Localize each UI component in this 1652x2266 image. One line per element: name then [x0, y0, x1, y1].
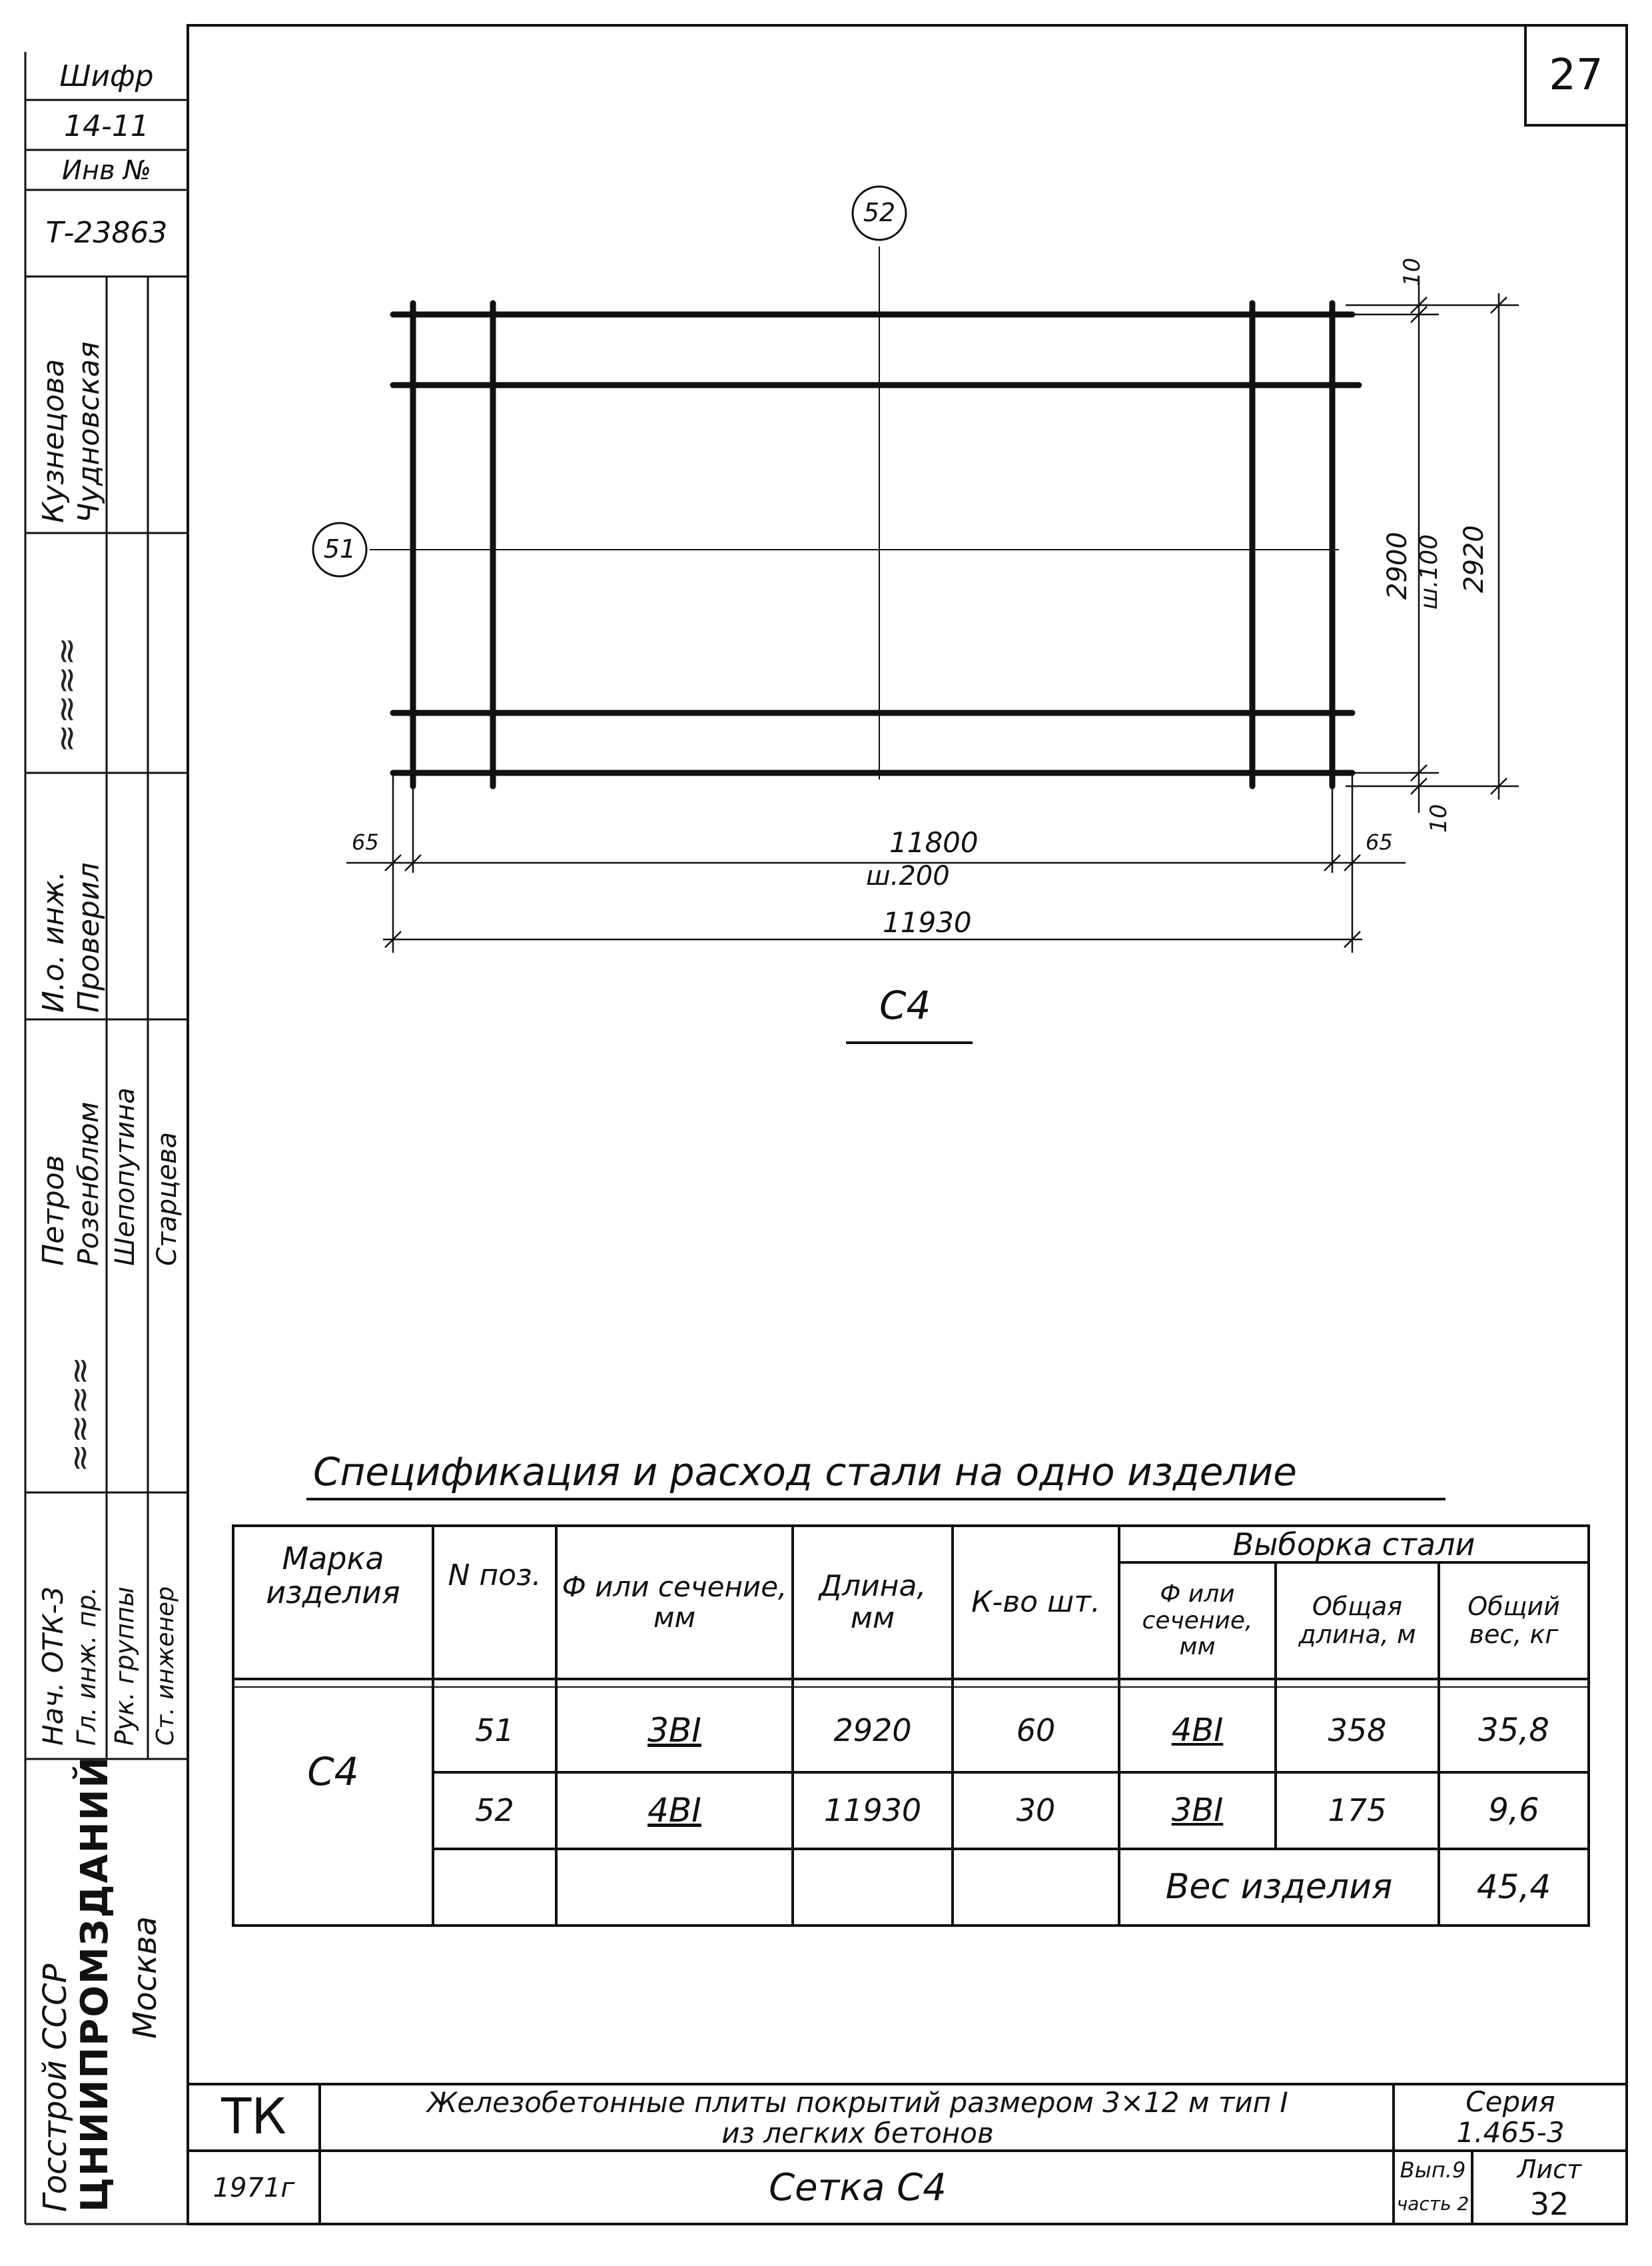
- stamp-role-proveril: Проверил: [72, 862, 106, 1013]
- table-header-qty: К-во шт.: [971, 1584, 1100, 1619]
- title-block-series-label: Серия: [1465, 2085, 1555, 2118]
- title-block-sheet-label: Лист: [1517, 2155, 1582, 2185]
- table-header-mark: Марка изделия: [266, 1540, 400, 1610]
- stamp-inv-value: Т-23863: [45, 215, 168, 250]
- dim-label-2920: 2920: [1459, 525, 1489, 593]
- dim-label-11930: 11930: [883, 906, 972, 939]
- row1-pos: 51: [475, 1712, 514, 1749]
- stamp-name-petrov: Петров: [37, 1155, 71, 1266]
- row2-sel-len: 175: [1328, 1792, 1387, 1829]
- stamp-shifr-value: 14-11: [64, 109, 149, 143]
- row1-diam: 3ВI: [647, 1711, 701, 1750]
- title-block-year: 1971г: [212, 2173, 295, 2203]
- dim-label-10-bottom: 10: [1426, 804, 1452, 833]
- position-label-51: 51: [323, 534, 356, 564]
- row2-sel-diam: 3ВI: [1171, 1792, 1224, 1830]
- table-header-sel-total-len: Общая длина, м: [1298, 1591, 1416, 1649]
- table-header-sel-total-weight: Общий вес, кг: [1467, 1591, 1560, 1649]
- stamp-org-gosstroy: Госстрой СССР: [37, 1964, 74, 2212]
- table-title: Спецификация и расход стали на одно изделие: [313, 1449, 1297, 1494]
- stamp-name-chudnovskaya: Чудновская: [72, 341, 106, 523]
- dim-label-65-left: 65: [352, 830, 379, 855]
- title-block-title-line2: из легких бетонов: [721, 2116, 994, 2149]
- title-block-issue: Вып.9: [1400, 2157, 1466, 2183]
- stamp-signature-2: ≈≈≈≈: [60, 1356, 100, 1472]
- dim-label-10-top: 10: [1399, 257, 1426, 286]
- title-block-code: ТК: [221, 2088, 286, 2146]
- stamp-name-shepoputina: Шепопутина: [110, 1087, 141, 1266]
- dim-label-sh100: ш.100: [1416, 534, 1443, 610]
- dim-label-2900: 2900: [1382, 532, 1413, 600]
- row2-diam: 4ВI: [647, 1791, 701, 1830]
- stamp-org-tsniipromzdaniy: ЦНИИПРОМЗДАНИЙ: [73, 1755, 117, 2212]
- table-header-sel-diam: Ф или сечение, мм: [1142, 1580, 1253, 1661]
- row1-qty: 60: [1016, 1712, 1056, 1749]
- stamp-signature-1: ≈≈≈≈: [47, 636, 87, 753]
- table-mark-value: С4: [307, 1749, 359, 1795]
- title-block-series-value: 1.465-3: [1456, 2115, 1565, 2149]
- dim-label-11800: 11800: [889, 826, 979, 859]
- stamp-name-kuznetsova: Кузнецова: [37, 358, 71, 523]
- stamp-role-ruk-gruppy: Рук. группы: [110, 1586, 139, 1746]
- table-header-pos: N поз.: [448, 1558, 542, 1592]
- row2-length: 11930: [823, 1792, 922, 1829]
- stamp-role-gl-inzh: Гл. инж. пр.: [72, 1586, 101, 1746]
- table-header-diam: Ф или сечение, мм: [562, 1570, 787, 1634]
- page-number: 27: [1549, 50, 1603, 100]
- stamp-role-io-inzh: И.о. инж.: [37, 871, 71, 1013]
- row2-sel-weight: 9,6: [1488, 1792, 1539, 1830]
- title-block-part: часть 2: [1396, 2192, 1469, 2215]
- row1-sel-diam: 4ВI: [1171, 1712, 1224, 1750]
- stamp-role-nach-otk: Нач. ОТК-3: [37, 1586, 69, 1746]
- stamp-name-startseva: Старцева: [152, 1131, 183, 1266]
- title-block-subtitle: Сетка С4: [769, 2166, 947, 2210]
- row1-sel-len: 358: [1328, 1712, 1387, 1749]
- table-header-length: Длина, мм: [819, 1568, 927, 1635]
- dim-label-65-right: 65: [1366, 830, 1393, 855]
- row1-sel-weight: 35,8: [1478, 1712, 1549, 1750]
- stamp-shifr-label: Шифр: [59, 59, 154, 93]
- table-header-selection: Выборка стали: [1232, 1526, 1475, 1562]
- title-block-title-line1: Железобетонные плиты покрытий размером 3×12 м тип I: [427, 2085, 1288, 2119]
- stamp-name-rozenblyum: Розенблюм: [72, 1101, 105, 1266]
- title-block-sheet-value: 32: [1529, 2185, 1569, 2222]
- stamp-role-st-inzh: Ст. инженер: [152, 1586, 179, 1746]
- stamp-inv-label: Инв №: [62, 155, 151, 186]
- position-label-52: 52: [863, 198, 896, 228]
- dim-label-sh200: ш.200: [866, 861, 950, 891]
- stamp-org-moscow: Москва: [127, 1916, 164, 2039]
- row1-length: 2920: [833, 1712, 912, 1749]
- drawing-caption: С4: [879, 983, 931, 1028]
- table-total-value: 45,4: [1476, 1868, 1551, 1906]
- table-total-label: Вес изделия: [1165, 1866, 1393, 1907]
- row2-pos: 52: [475, 1792, 514, 1829]
- row2-qty: 30: [1016, 1792, 1056, 1829]
